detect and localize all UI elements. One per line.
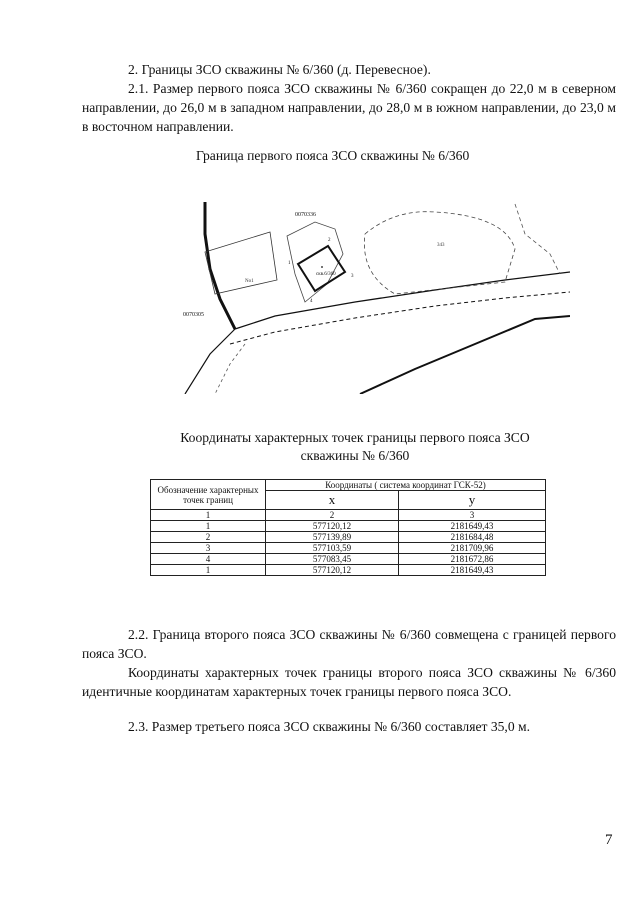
header-point: Обозначение характерных точек границ <box>151 480 266 510</box>
colnum-1: 1 <box>151 510 266 521</box>
cell-x: 577103,59 <box>266 543 399 554</box>
road-lower-edge <box>230 292 570 344</box>
table-row <box>151 543 546 554</box>
cell-point: 2 <box>151 532 266 543</box>
cell-point: 3 <box>151 543 266 554</box>
cell-point: 1 <box>151 565 266 576</box>
cell-x: 577139,89 <box>266 532 399 543</box>
well-marker-icon <box>321 266 323 268</box>
cell-y: 2181709,96 <box>399 543 546 554</box>
map-title: Граница первого пояса ЗСО скважины № 6/360 <box>196 148 470 163</box>
paragraph-2-3: 2.3. Размер третьего пояса ЗСО скважины № 6/360 составляет 35,0 м. <box>128 719 531 734</box>
road-upper-edge <box>235 272 570 329</box>
parcel-code-top: 0070336 <box>295 212 316 218</box>
paragraph-2-1: 2.1. Размер первого пояса ЗСО скважины № 6/360 сокращен до 22,0 м в северном направлении, до 26,0 м в западном направлении, до 28,0 м в южном направлении, до 23,0 м в восточном направлении. <box>82 81 616 134</box>
cell-y: 2181649,43 <box>399 565 546 576</box>
road-curve <box>185 329 235 394</box>
dashed-boundary <box>515 204 560 274</box>
paragraph-2-2: 2.2. Граница второго пояса ЗСО скважины № 6/360 совмещена с границей первого пояса ЗСО. <box>82 627 616 661</box>
plot-right-label: 343 <box>437 243 445 248</box>
table-row <box>151 521 546 532</box>
cell-y: 2181684,48 <box>399 532 546 543</box>
parcel-code-left: 0070305 <box>183 312 204 318</box>
table-colnum-row <box>151 510 546 521</box>
plot-left-label: No1 <box>245 279 254 284</box>
header-coords: Координаты ( система координат ГСК-52) <box>266 480 546 491</box>
table-row <box>151 554 546 565</box>
cell-y: 2181672,86 <box>399 554 546 565</box>
point-label-2: 2 <box>328 238 331 243</box>
cell-x: 577120,12 <box>266 565 399 576</box>
table-row <box>151 565 546 576</box>
cell-x: 577120,12 <box>266 521 399 532</box>
paragraph-2-2-coords: Координаты характерных точек границы второго пояса ЗСО скважины № 6/360 идентичные координатам характерных точек границы первого пояса ЗСО. <box>82 665 616 699</box>
table-header-row <box>151 480 546 491</box>
point-label-1: 1 <box>288 261 291 266</box>
header-x: x <box>266 491 399 510</box>
colnum-3: 3 <box>399 510 546 521</box>
cell-point: 4 <box>151 554 266 565</box>
cell-point: 1 <box>151 521 266 532</box>
well-label: скв.6/360 <box>316 272 336 277</box>
colnum-2: 2 <box>266 510 399 521</box>
river-line <box>360 316 570 394</box>
road-curve-dashed <box>215 344 245 394</box>
cell-x: 577083,45 <box>266 554 399 565</box>
well-zone-square <box>298 246 345 291</box>
cell-y: 2181649,43 <box>399 521 546 532</box>
table-row <box>151 532 546 543</box>
coords-title-line1: Координаты характерных точек границы первого пояса ЗСО <box>180 430 530 445</box>
coordinates-table <box>150 479 546 576</box>
header-y: y <box>399 491 546 510</box>
page-number: 7 <box>605 832 613 848</box>
road-thick <box>205 202 235 329</box>
point-label-4: 4 <box>310 299 313 304</box>
coords-title-line2: скважины № 6/360 <box>300 448 410 463</box>
cadastral-map <box>175 194 570 394</box>
section-heading: 2. Границы ЗСО скважины № 6/360 (д. Перевесное). <box>128 62 431 77</box>
point-label-3: 3 <box>351 274 354 279</box>
